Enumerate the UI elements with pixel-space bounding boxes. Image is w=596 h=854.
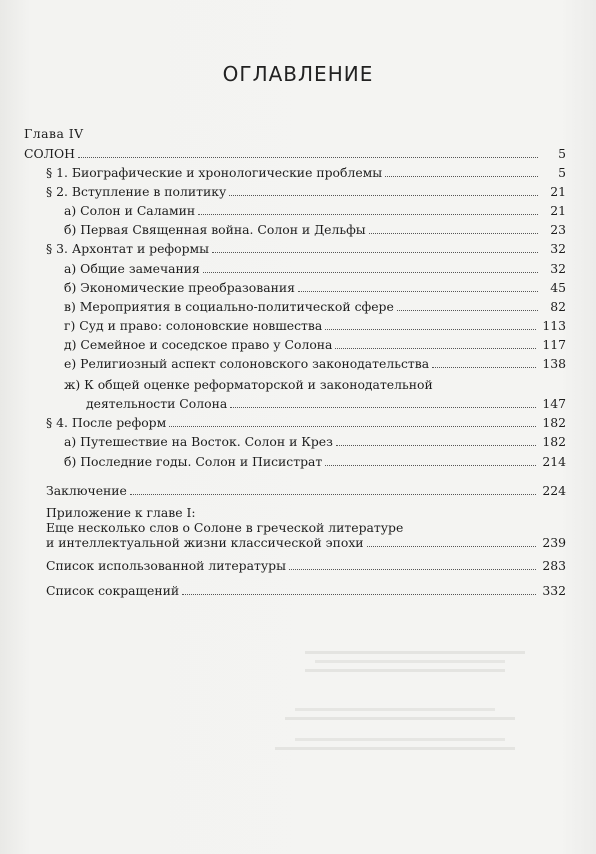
toc-entry-page: 21: [550, 203, 566, 218]
leader-dots: [325, 465, 536, 466]
leader-dots: [169, 426, 536, 427]
toc-entry-label: б) Экономические преобразования: [64, 280, 295, 295]
toc-entry-label: е) Религиозный аспект солоновского законодательства: [64, 356, 430, 371]
toc-entry[interactable]: [46, 558, 566, 573]
chapter-label: Глава IV: [24, 126, 84, 141]
toc-entry[interactable]: [64, 318, 566, 333]
toc-entry-page: 117: [542, 337, 566, 352]
toc-entry-label: Список использованной литературы: [46, 558, 286, 573]
toc-entry-label-line[interactable]: ж) К общей оценке реформаторской и законодательной: [64, 377, 433, 392]
bleed-through-texture: [265, 645, 575, 750]
leader-dots: [397, 310, 538, 311]
page-title: ОГЛАВЛЕНИЕ: [222, 62, 374, 86]
toc-entry-page: 332: [542, 583, 566, 598]
toc-entry-page: 32: [550, 261, 566, 276]
leader-dots: [325, 329, 536, 330]
leader-dots: [289, 569, 536, 570]
toc-entry-page: 147: [542, 396, 566, 411]
toc-entry-label: Список сокращений: [46, 583, 180, 598]
toc-entry-label: и интеллектуальной жизни классической эпохи: [46, 535, 364, 550]
toc-entry-page: 32: [550, 241, 566, 256]
toc-entry[interactable]: [64, 299, 566, 314]
toc-entry-label: § 4. После реформ: [46, 415, 167, 430]
toc-entry[interactable]: [46, 184, 566, 199]
toc-entry[interactable]: [46, 241, 566, 256]
toc-entry[interactable]: [86, 396, 566, 411]
toc-entry[interactable]: [64, 280, 566, 295]
toc-entry-label-line[interactable]: Приложение к главе I:: [46, 505, 196, 520]
toc-entry[interactable]: [64, 203, 566, 218]
toc-entry[interactable]: [46, 583, 566, 598]
toc-entry-label: д) Семейное и соседское право у Солона: [64, 337, 333, 352]
toc-entry-label: г) Суд и право: солоновские новшества: [64, 318, 323, 333]
toc-entry-label: а) Путешествие на Восток. Солон и Крез: [64, 434, 333, 449]
toc-entry[interactable]: [46, 415, 566, 430]
leader-dots: [212, 252, 538, 253]
toc-entry-label: Заключение: [46, 483, 127, 498]
toc-entry-label: а) Общие замечания: [64, 261, 200, 276]
toc-entry[interactable]: [64, 222, 566, 237]
toc-entry[interactable]: [46, 483, 566, 498]
toc-entry-page: 82: [550, 299, 566, 314]
toc-entry-label: б) Последние годы. Солон и Писистрат: [64, 454, 323, 469]
toc-entry-label: § 2. Вступление в политику: [46, 184, 227, 199]
leader-dots: [335, 348, 536, 349]
leader-dots: [198, 214, 538, 215]
toc-entry[interactable]: [64, 356, 566, 371]
leader-dots: [130, 494, 536, 495]
toc-entry-label: СОЛОН: [24, 146, 75, 161]
toc-entry-page: 23: [550, 222, 566, 237]
leader-dots: [369, 233, 538, 234]
toc-entry-page: 182: [542, 434, 566, 449]
toc-entry[interactable]: [64, 261, 566, 276]
toc-entry-label: в) Мероприятия в социально-политической сфере: [64, 299, 394, 314]
leader-dots: [336, 445, 536, 446]
toc-entry-label-line[interactable]: Еще несколько слов о Солоне в греческой литературе: [46, 520, 404, 535]
toc-entry-page: 45: [550, 280, 566, 295]
toc-entry-label: § 1. Биографические и хронологические проблемы: [46, 165, 383, 180]
toc-entry-page: 113: [542, 318, 566, 333]
leader-dots: [230, 407, 536, 408]
leader-dots: [432, 367, 536, 368]
toc-entry[interactable]: [46, 535, 566, 550]
toc-entry-page: 283: [542, 558, 566, 573]
toc-entry-page: 138: [542, 356, 566, 371]
leader-dots: [229, 195, 538, 196]
toc-entry-page: 21: [550, 184, 566, 199]
toc-entry[interactable]: [64, 434, 566, 449]
toc-entry-chapter[interactable]: [24, 146, 566, 161]
leader-dots: [182, 594, 536, 595]
toc-entry[interactable]: [46, 165, 566, 180]
toc-entry-page: 182: [542, 415, 566, 430]
toc-entry-page: 5: [558, 165, 566, 180]
toc-entry-label: § 3. Архонтат и реформы: [46, 241, 210, 256]
toc-entry[interactable]: [64, 337, 566, 352]
toc-entry-label: б) Первая Священная война. Солон и Дельфы: [64, 222, 366, 237]
toc-entry[interactable]: [64, 454, 566, 469]
leader-dots: [367, 546, 537, 547]
toc-entry-page: 239: [542, 535, 566, 550]
toc-entry-page: 214: [542, 454, 566, 469]
leader-dots: [298, 291, 538, 292]
leader-dots: [203, 272, 538, 273]
toc-entry-page: 224: [542, 483, 566, 498]
toc-entry-label: а) Солон и Саламин: [64, 203, 196, 218]
leader-dots: [78, 157, 538, 158]
toc-entry-page: 5: [558, 146, 566, 161]
toc-entry-label: деятельности Солона: [86, 396, 228, 411]
leader-dots: [385, 176, 538, 177]
